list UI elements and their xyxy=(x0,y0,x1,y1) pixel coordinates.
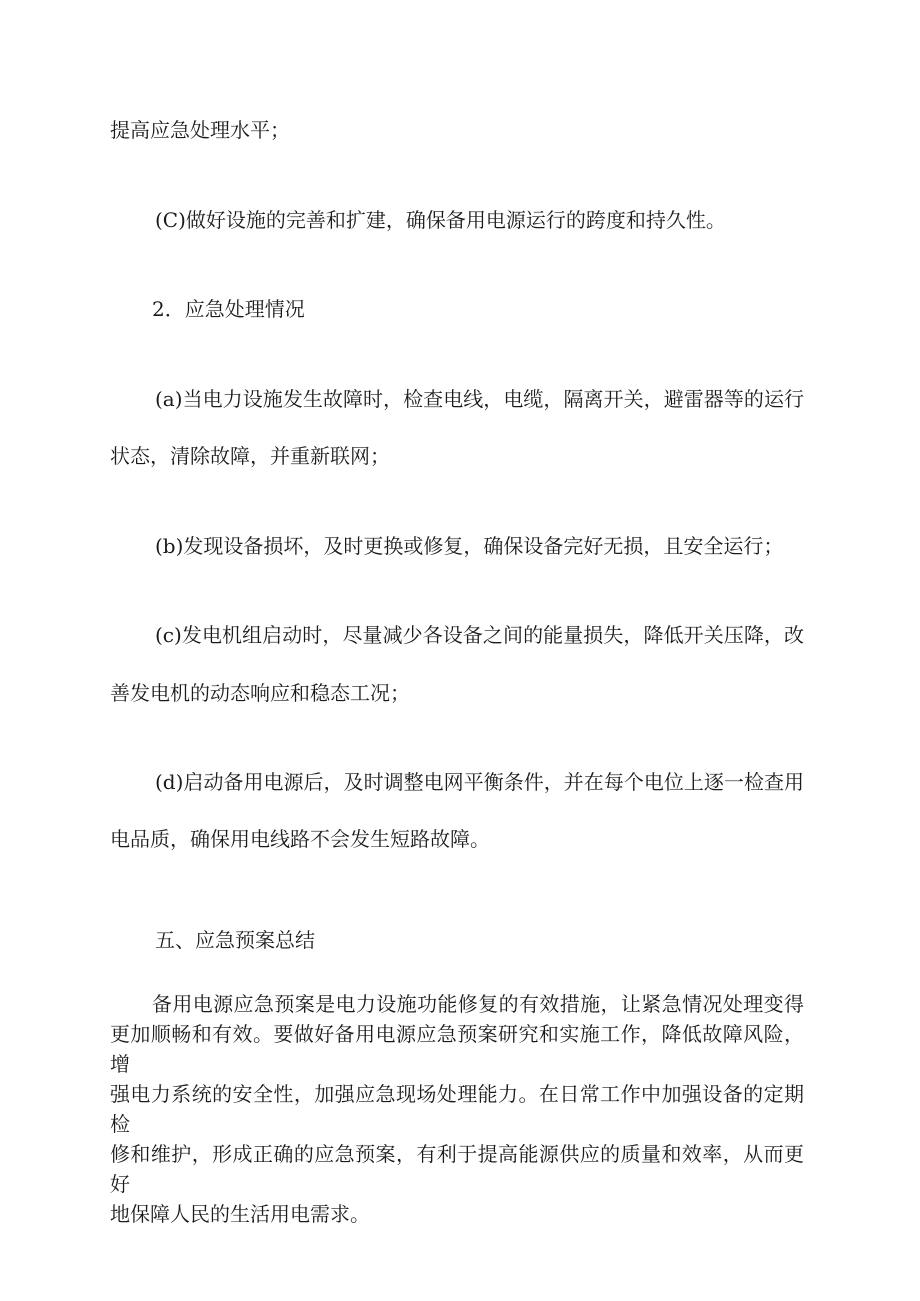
paragraph-item-a-line2: 状态，清除故障，并重新联网； xyxy=(110,444,390,468)
summary-line-1: 备用电源应急预案是电力设施功能修复的有效措施，让紧急情况处理变得 xyxy=(152,992,804,1016)
summary-line-4: 修和维护，形成正确的应急预案，有利于提高能源供应的质量和效率，从而更好 xyxy=(110,1142,804,1196)
summary-line-3: 强电力系统的安全性，加强应急现场处理能力。在日常工作中加强设备的定期检 xyxy=(110,1082,804,1136)
summary-line-2: 更加顺畅和有效。要做好备用电源应急预案研究和实施工作，降低故障风险，增 xyxy=(110,1022,804,1076)
summary-line-5: 地保障人民的生活用电需求。 xyxy=(110,1202,370,1226)
paragraph-item-c-line1: (c)发电机组启动时，尽量减少各设备之间的能量损失，降低开关压降，改 xyxy=(155,623,804,647)
paragraph-item-d-line2: 电品质，确保用电线路不会发生短路故障。 xyxy=(110,827,490,851)
paragraph-item-b: (b)发现设备损坏，及时更换或修复，确保设备完好无损，且安全运行； xyxy=(155,534,784,558)
summary-paragraph xyxy=(110,989,804,1229)
section-heading-2: 2．应急处理情况 xyxy=(152,297,305,321)
paragraph-line-1: 提高应急处理水平； xyxy=(110,118,290,142)
paragraph-item-a-line1: (a)当电力设施发生故障时，检查电线，电缆，隔离开关，避雷器等的运行 xyxy=(155,387,804,411)
section-title-5: 五、应急预案总结 xyxy=(155,928,315,952)
paragraph-item-d-line1: (d)启动备用电源后，及时调整电网平衡条件，并在每个电位上逐一检查用 xyxy=(155,770,804,794)
paragraph-item-c-upper: (C)做好设施的完善和扩建，确保备用电源运行的跨度和持久性。 xyxy=(155,208,726,232)
paragraph-item-c-line2: 善发电机的动态响应和稳态工况； xyxy=(110,681,410,705)
